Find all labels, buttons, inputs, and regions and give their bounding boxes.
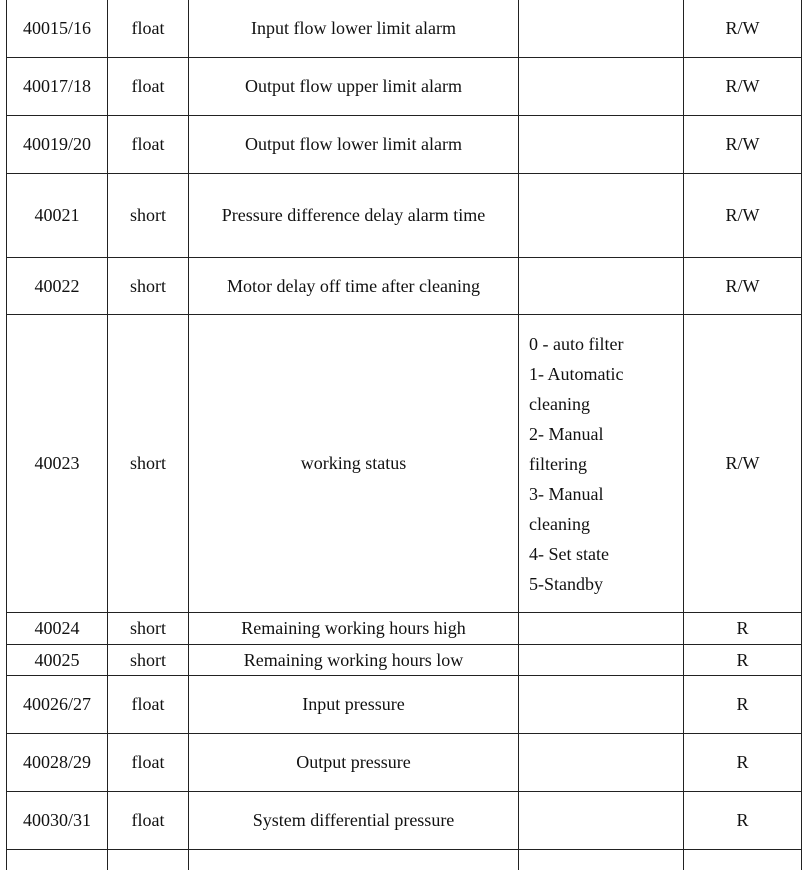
status-option: filtering (529, 453, 587, 474)
register-address: 40024 (7, 613, 108, 645)
access-mode: R/W (684, 315, 802, 613)
register-name: Motor delay off time after cleaning (189, 258, 519, 315)
status-option: 3- Manual (529, 483, 604, 504)
register-description (519, 258, 684, 315)
access-mode: R (684, 676, 802, 734)
status-option: 0 - auto filter (529, 333, 624, 354)
access-mode: R (684, 734, 802, 792)
register-description (519, 0, 684, 58)
register-name: System differential pressure (189, 792, 519, 850)
register-description (519, 676, 684, 734)
table-row (7, 734, 802, 792)
table-row (7, 792, 802, 850)
data-type: float (108, 116, 189, 174)
access-mode: R/W (684, 116, 802, 174)
empty-cell (108, 850, 189, 870)
register-name: Pressure difference delay alarm time (189, 174, 519, 258)
table-row (7, 0, 802, 58)
empty-cell (7, 850, 108, 870)
access-mode: R (684, 645, 802, 676)
register-description (519, 58, 684, 116)
status-option: cleaning (529, 513, 590, 534)
register-name: Input flow lower limit alarm (189, 0, 519, 58)
empty-cell (684, 850, 802, 870)
table-row (7, 613, 802, 645)
access-mode: R/W (684, 174, 802, 258)
table-row (7, 676, 802, 734)
data-type: float (108, 58, 189, 116)
register-address: 40023 (7, 315, 108, 613)
data-type: short (108, 258, 189, 315)
access-mode: R (684, 792, 802, 850)
data-type: short (108, 174, 189, 258)
register-name: Output flow upper limit alarm (189, 58, 519, 116)
register-address: 40019/20 (7, 116, 108, 174)
register-name: Remaining working hours high (189, 613, 519, 645)
register-description (519, 792, 684, 850)
access-mode: R/W (684, 258, 802, 315)
register-address: 40022 (7, 258, 108, 315)
status-option: 4- Set state (529, 543, 609, 564)
data-type: short (108, 645, 189, 676)
register-address: 40021 (7, 174, 108, 258)
register-address: 40025 (7, 645, 108, 676)
status-option: cleaning (529, 393, 590, 414)
status-option: 5-Standby (529, 573, 603, 594)
register-name: working status (189, 315, 519, 613)
register-description (519, 734, 684, 792)
empty-cell (519, 850, 684, 870)
register-description (519, 174, 684, 258)
register-description (519, 315, 684, 613)
data-type: float (108, 792, 189, 850)
empty-cell (189, 850, 519, 870)
register-description (519, 613, 684, 645)
status-option: 2- Manual (529, 423, 604, 444)
table-row (7, 58, 802, 116)
register-table (6, 0, 802, 870)
register-name: Input pressure (189, 676, 519, 734)
table-row-continuation (7, 850, 802, 870)
register-address: 40030/31 (7, 792, 108, 850)
data-type: short (108, 315, 189, 613)
register-description (519, 116, 684, 174)
access-mode: R/W (684, 58, 802, 116)
access-mode: R (684, 613, 802, 645)
table-row (7, 116, 802, 174)
data-type: float (108, 676, 189, 734)
table-row (7, 315, 802, 613)
table-row (7, 174, 802, 258)
data-type: float (108, 734, 189, 792)
table-row (7, 645, 802, 676)
register-name: Output flow lower limit alarm (189, 116, 519, 174)
status-option: 1- Automatic (529, 363, 624, 384)
access-mode: R/W (684, 0, 802, 58)
data-type: float (108, 0, 189, 58)
register-address: 40028/29 (7, 734, 108, 792)
register-name: Output pressure (189, 734, 519, 792)
register-address: 40017/18 (7, 58, 108, 116)
register-description (519, 645, 684, 676)
register-address: 40015/16 (7, 0, 108, 58)
data-type: short (108, 613, 189, 645)
register-name: Remaining working hours low (189, 645, 519, 676)
register-address: 40026/27 (7, 676, 108, 734)
table-row (7, 258, 802, 315)
